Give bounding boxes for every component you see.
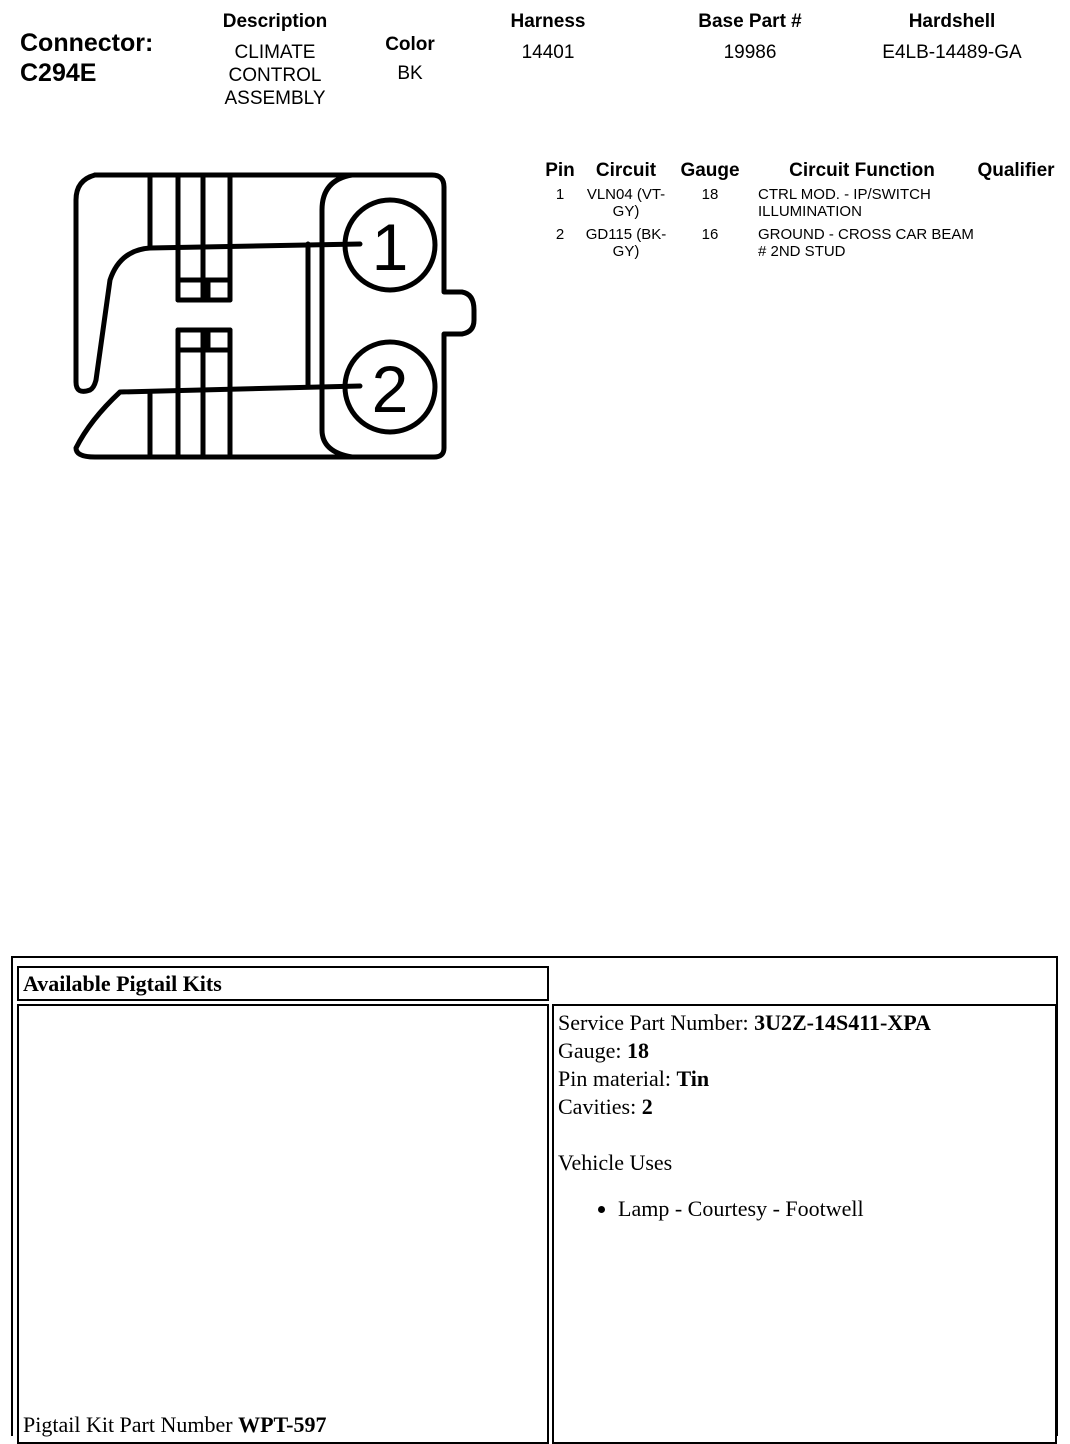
cell-pin: 2 [555, 226, 565, 243]
col-circuit-function: Circuit Function [789, 160, 935, 181]
hardshell-header: Hardshell [908, 11, 996, 32]
kit-part-value: WPT-597 [238, 1412, 327, 1437]
cell-function: CTRL MOD. - IP/SWITCH ILLUMINATION [758, 186, 931, 220]
cell-circuit: VLN04 (VT-GY) [586, 186, 666, 220]
pigtail-image-box [17, 1004, 549, 1444]
pigtail-title-box [17, 966, 549, 1001]
pigtail-kits-panel [11, 956, 1058, 1436]
description-header: Description [222, 11, 328, 32]
description-line: ASSEMBLY [224, 88, 326, 109]
cavities-value: 2 [641, 1094, 653, 1119]
pin-material-value: Tin [676, 1066, 710, 1091]
col-gauge: Gauge [680, 160, 740, 181]
description-line: CLIMATE [234, 42, 316, 63]
description-value [190, 41, 360, 110]
kit-part-label: Pigtail Kit Part Number [23, 1412, 233, 1437]
harness-header: Harness [510, 11, 586, 32]
color-value: BK [397, 63, 423, 84]
base-part-column [670, 11, 830, 64]
cavity-block [322, 175, 352, 457]
pin-1-label: 1 [371, 210, 409, 284]
color-column [360, 34, 460, 85]
service-part-label: Service Part Number: [558, 1010, 749, 1035]
color-header: Color [385, 34, 435, 55]
pin-table [538, 158, 1058, 266]
cell-qualifier [974, 186, 1058, 226]
pigtail-details-box [552, 1004, 1057, 1444]
connector-outline [76, 175, 474, 457]
cell-gauge: 16 [701, 226, 719, 243]
cell-circuit: GD115 (BK-GY) [585, 226, 667, 260]
hardshell-column [862, 11, 1042, 64]
connector-face-diagram [60, 160, 490, 470]
col-pin: Pin [545, 160, 575, 181]
service-part-value: 3U2Z-14S411-XPA [754, 1010, 931, 1035]
harness-column [478, 11, 618, 64]
cell-function: GROUND - CROSS CAR BEAM # 2ND STUD [758, 226, 974, 260]
col-circuit: Circuit [595, 160, 657, 181]
latch-left [76, 175, 360, 391]
cell-pin: 1 [555, 186, 565, 203]
table-row [538, 186, 1058, 226]
table-row [538, 226, 1058, 266]
pin-table-header [538, 158, 1058, 186]
col-qualifier: Qualifier [977, 160, 1055, 181]
cell-qualifier [974, 226, 1058, 266]
pin-2-label: 2 [371, 352, 409, 426]
pin-material-label: Pin material: [558, 1066, 672, 1091]
gauge-label: Gauge: [558, 1038, 622, 1063]
pigtail-details [554, 1006, 1055, 1226]
connector-label: Connector: [20, 29, 154, 57]
vehicle-uses-heading: Vehicle Uses [558, 1150, 673, 1175]
pigtail-section-title: Available Pigtail Kits [23, 971, 222, 996]
cavities-row [558, 1093, 1051, 1121]
connector-title [20, 28, 153, 88]
pigtail-kit-part-number [23, 1412, 327, 1438]
gauge-value: 18 [627, 1038, 650, 1063]
base-part-value: 19986 [723, 42, 777, 63]
cavities-label: Cavities: [558, 1094, 637, 1119]
description-line: CONTROL [228, 65, 322, 86]
hardshell-value: E4LB-14489-GA [882, 42, 1022, 63]
connector-id: C294E [20, 59, 97, 87]
vehicle-uses-list [558, 1195, 1051, 1223]
base-part-header: Base Part # [698, 11, 802, 32]
gauge-row [558, 1037, 1051, 1065]
cell-gauge: 18 [701, 186, 719, 203]
description-column [190, 11, 360, 110]
list-item: • Lamp - Courtesy - Footwell [618, 1195, 1051, 1223]
harness-value: 14401 [521, 42, 575, 63]
pin-material-row [558, 1065, 1051, 1093]
service-part-row [558, 1009, 1051, 1037]
